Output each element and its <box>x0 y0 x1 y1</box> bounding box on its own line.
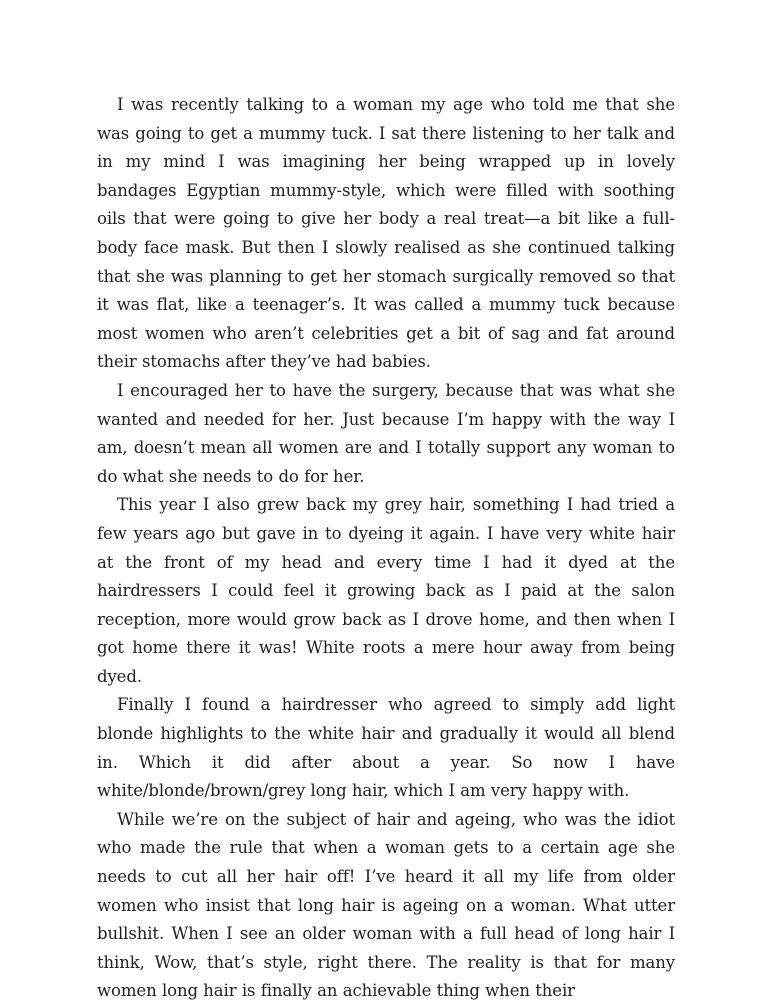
body-text <box>97 91 675 1006</box>
paragraph-long-hair: While we’re on the subject of hair and ageing, who was the idiot who made the rule that when a woman gets to a certain age she needs to cut all her hair off! I’ve heard it all my life from older women who insist that long hair is ageing on a woman. What utter bullshit. When I see an older woman with a full head of long hair I think, Wow, that’s style, right there. The reality is that for many women long hair is finally an achievable thing when their <box>97 809 675 1001</box>
paragraph-mummy-tuck: I was recently talking to a woman my age who told me that she was going to get a mummy tuck. I sat there listening to her talk and in my mind I was imagining her being wrapped up in lovely bandages Egyptian mummy-style, which were filled with soothing oils that were going to give her body a real treat—a bit like a full-body face mask. But then I slowly realised as she continued talking that she was planning to get her stomach surgically removed so that it was flat, like a teenager’s. It was called a mummy tuck because most women who aren’t celebrities get a bit of sag and fat around their stomachs after they’ve had babies. <box>97 95 675 372</box>
paragraph-blonde-highlights: Finally I found a hairdresser who agreed to simply add light blonde highlights to the white hair and gradually it would all blend in. Which it did after about a year. So now I have white/blonde/brown/grey long hair, which I am very happy with. <box>97 695 675 801</box>
paragraph-surgery-support: I encouraged her to have the surgery, because that was what she wanted and needed for her. Just because I’m happy with the way I am, doesn’t mean all women are and I totally support any woman to do what she needs to do for her. <box>97 380 675 486</box>
paragraph-grey-hair: This year I also grew back my grey hair, something I had tried a few years ago but gave in to dyeing it again. I have very white hair at the front of my head and every time I had it dyed at the hairdressers I could feel it growing back as I paid at the salon reception, more would grow back as I drove home, and then when I got home there it was! White roots a mere hour away from being dyed. <box>97 495 675 686</box>
